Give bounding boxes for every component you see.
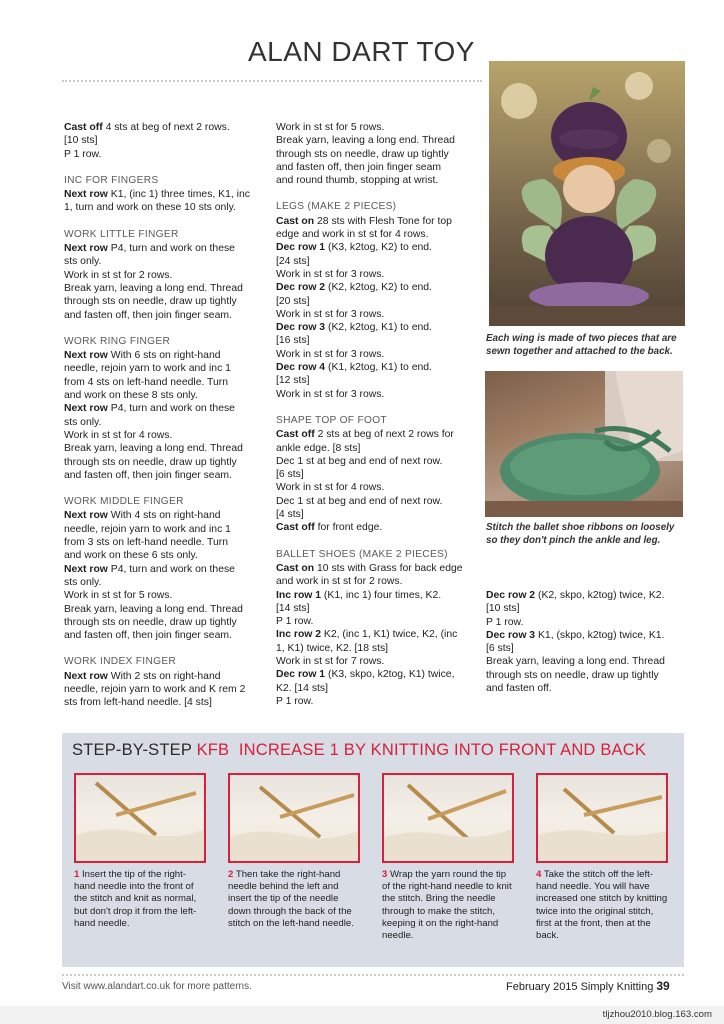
pattern-line: Dec row 2 (K2, k2tog, K2) to end. [276, 282, 432, 294]
step-3-text: 3 Wrap the yarn round the tip of the right-hand needle to knit the stitch. Bring the needle through to make the stitch, keeping it on the right-hand needle. [382, 869, 512, 942]
pattern-line: 1, K1) twice, K2. [18 sts] [276, 642, 389, 654]
pattern-line: [10 sts] [486, 603, 520, 615]
pattern-line: Break yarn, leaving a long end. Thread [64, 282, 243, 294]
pattern-line: [6 sts] [486, 643, 514, 655]
pattern-line: [14 sts] [276, 602, 310, 614]
pattern-line: edge and work in st st for 4 rows. [276, 229, 429, 241]
pattern-line: Dec row 4 (K1, k2tog, K1) to end. [276, 362, 432, 374]
pattern-line: Break yarn, leaving a long end. Thread [64, 603, 243, 615]
pattern-line: needle, rejoin yarn to work and inc 1 [64, 363, 231, 375]
pattern-line: Next row With 4 sts on right-hand [64, 510, 221, 522]
pattern-line: Cast on 10 sts with Grass for back edge [276, 562, 463, 574]
pattern-section [276, 200, 472, 400]
pattern-line: Work in st st for 3 rows. [276, 348, 385, 360]
section-heading: INC FOR FINGERS [64, 174, 159, 186]
pattern-intro [276, 121, 472, 187]
pattern-line: Work in st st for 5 rows. [276, 122, 385, 133]
step-by-step-title [72, 741, 646, 760]
pattern-line: and fasten off, then join finger seam. [64, 630, 232, 642]
page-title: ALAN DART TOY [248, 36, 475, 67]
pattern-line: ankle edge. [8 sts] [276, 442, 361, 454]
pattern-line: sts only. [64, 256, 102, 268]
pattern-line: Work in st st for 5 rows. [64, 590, 173, 602]
pattern-line: Dec row 2 (K2, skpo, k2tog) twice, K2. [486, 590, 665, 601]
pattern-line: and round thumb, stopping at wrist. [276, 175, 439, 187]
pattern-line: Work in st st for 3 rows. [276, 388, 385, 400]
step-1 [74, 773, 206, 930]
pattern-section [64, 174, 260, 215]
step-3 [382, 773, 514, 942]
pattern-line: [10 sts] [64, 135, 98, 147]
section-heading: SHAPE TOP OF FOOT [276, 414, 387, 426]
pattern-line: Work in st st for 7 rows. [276, 655, 385, 667]
pattern-line: Cast off 4 sts at beg of next 2 rows. [64, 122, 230, 133]
pattern-line: Work in st st for 3 rows. [276, 308, 385, 320]
pattern-line: and fasten off, then join finger seam. [64, 309, 232, 321]
pattern-line: and fasten off, then join finger seam. [64, 469, 232, 481]
pattern-column-3 [486, 589, 682, 708]
photo-caption-shoes: Stitch the ballet shoe ribbons on loosely so they don't pinch the ankle and leg. [486, 522, 675, 546]
pattern-line: Next row K1, (inc 1) three times, K1, inc [64, 189, 250, 201]
pattern-continuation [486, 589, 682, 695]
pattern-line: Cast off for front edge. [276, 522, 383, 534]
pattern-line: Next row P4, turn and work on these [64, 243, 235, 255]
pattern-line: Work in st st for 4 rows. [276, 482, 385, 494]
pattern-line: K2. [14 sts] [276, 682, 328, 694]
pattern-line: Cast off 2 sts at beg of next 2 rows for [276, 429, 454, 441]
ballet-shoe-photo [485, 371, 683, 517]
pattern-line: and work on these 6 sts only. [64, 550, 198, 562]
pattern-section [276, 414, 472, 535]
step-1-photo [74, 773, 206, 863]
pattern-line: [20 sts] [276, 295, 310, 307]
fairy-toy-photo [489, 61, 685, 326]
pattern-line: Work in st st for 2 rows. [64, 269, 173, 281]
section-heading: WORK LITTLE FINGER [64, 228, 179, 240]
pattern-line: Dec 1 st at beg and end of next row. [276, 455, 443, 467]
pattern-line: and work in st st for 2 rows. [276, 576, 403, 588]
section-heading: WORK INDEX FINGER [64, 656, 177, 668]
pattern-section [64, 495, 260, 642]
pattern-line: Inc row 1 (K1, inc 1) four times, K2. [276, 589, 442, 601]
pattern-line: from 3 sts on left-hand needle. Turn [64, 537, 229, 549]
step-4-photo [536, 773, 668, 863]
pattern-line: Work in st st for 3 rows. [276, 268, 385, 280]
step-2-text: 2 Then take the right-hand needle behind the left and insert the tip of the needle down through the back of the stitch on the left-hand needle. [228, 869, 354, 929]
step-3-photo [382, 773, 514, 863]
step-by-step-panel [62, 733, 684, 967]
pattern-intro [64, 121, 260, 161]
step-4-text: 4 Take the stitch off the left-hand needle. You will have increased one stitch by knitting twice into the original stitch, first at the front, then at the back. [536, 869, 668, 942]
pattern-line: through sts on needle, draw up tightly [276, 148, 449, 160]
photo-caption-wings: Each wing is made of two pieces that are sewn together and attached to the back. [486, 333, 677, 357]
step-4 [536, 773, 668, 942]
footer-issue: February 2015 Simply Knitting 39 [506, 979, 670, 993]
pattern-line: Break yarn, leaving a long end. Thread [276, 135, 455, 147]
pattern-line: 1, turn and work on these 10 sts only. [64, 202, 236, 214]
pattern-section [64, 335, 260, 482]
pattern-line: [6 sts] [276, 469, 304, 481]
pattern-column-1 [64, 121, 260, 723]
pattern-line: from 4 sts on left-hand needle. Turn [64, 376, 229, 388]
pattern-line: and fasten off. [486, 683, 552, 695]
pattern-line: Next row With 6 sts on right-hand [64, 350, 221, 362]
pattern-section [64, 228, 260, 322]
section-heading: BALLET SHOES (MAKE 2 PIECES) [276, 548, 448, 560]
section-heading: LEGS (MAKE 2 PIECES) [276, 201, 397, 213]
pattern-line: Dec row 3 (K2, k2tog, K1) to end. [276, 322, 432, 334]
footer-divider [62, 974, 684, 976]
pattern-line: Cast on 28 sts with Flesh Tone for top [276, 215, 452, 227]
pattern-line: Work in st st for 4 rows. [64, 429, 173, 441]
step-2-photo [228, 773, 360, 863]
pattern-line: through sts on needle, draw up tightly [64, 296, 237, 308]
pattern-line: Next row P4, turn and work on these [64, 403, 235, 415]
page-number: 39 [656, 979, 670, 993]
section-heading: WORK RING FINGER [64, 335, 171, 347]
pattern-line: sts only. [64, 416, 102, 428]
pattern-line: Dec row 3 K1, (skpo, k2tog) twice, K1. [486, 629, 665, 641]
watermark-text: tljzhou2010.blog.163.com [602, 1009, 712, 1020]
pattern-line: P 1 row. [486, 616, 524, 628]
pattern-line: needle, rejoin yarn to work and K rem 2 [64, 683, 246, 695]
step-by-step-lead: STEP-BY-STEP [72, 741, 192, 759]
pattern-line: Inc row 2 K2, (inc 1, K1) twice, K2, (inc [276, 629, 458, 641]
pattern-line: P 1 row. [276, 616, 314, 628]
pattern-section [276, 548, 472, 709]
pattern-line: Next row P4, turn and work on these [64, 563, 235, 575]
pattern-line: [4 sts] [276, 509, 304, 521]
pattern-line: Dec 1 st at beg and end of next row. [276, 495, 443, 507]
pattern-line: Dec row 1 (K3, skpo, k2tog, K1) twice, [276, 669, 455, 681]
pattern-line: through sts on needle, draw up tightly [64, 616, 237, 628]
header-divider [62, 80, 482, 82]
pattern-line: sts from left-hand needle. [4 sts] [64, 697, 212, 709]
pattern-line: and fasten off, then join finger seam [276, 161, 442, 173]
pattern-line: Dec row 1 (K3, k2tog, K2) to end. [276, 242, 432, 254]
pattern-line: P 1 row. [64, 148, 102, 160]
step-1-text: 1 Insert the tip of the right-hand needle into the front of the stitch and knit as normal, but don't drop it from the left-hand needle. [74, 869, 197, 929]
section-heading: WORK MIDDLE FINGER [64, 496, 184, 508]
step-2 [228, 773, 360, 930]
pattern-column-2 [276, 121, 472, 721]
pattern-line: Break yarn, leaving a long end. Thread [486, 656, 665, 668]
pattern-section [64, 655, 260, 709]
pattern-line: through sts on needle, draw up tightly [64, 456, 237, 468]
pattern-line: P 1 row. [276, 695, 314, 707]
footer-website: Visit www.alandart.co.uk for more patterns. [62, 981, 252, 992]
step-by-step-technique: KFB INCREASE 1 BY KNITTING INTO FRONT AND BACK [196, 741, 647, 759]
pattern-line: Break yarn, leaving a long end. Thread [64, 443, 243, 455]
pattern-line: through sts on needle, draw up tightly [486, 669, 659, 681]
pattern-line: [24 sts] [276, 255, 310, 267]
pattern-line: Next row With 2 sts on right-hand [64, 670, 221, 682]
pattern-line: needle, rejoin yarn to work and inc 1 [64, 523, 231, 535]
pattern-line: [12 sts] [276, 375, 310, 387]
pattern-line: [16 sts] [276, 335, 310, 347]
pattern-line: sts only. [64, 576, 102, 588]
pattern-line: and work on these 8 sts only. [64, 390, 198, 402]
